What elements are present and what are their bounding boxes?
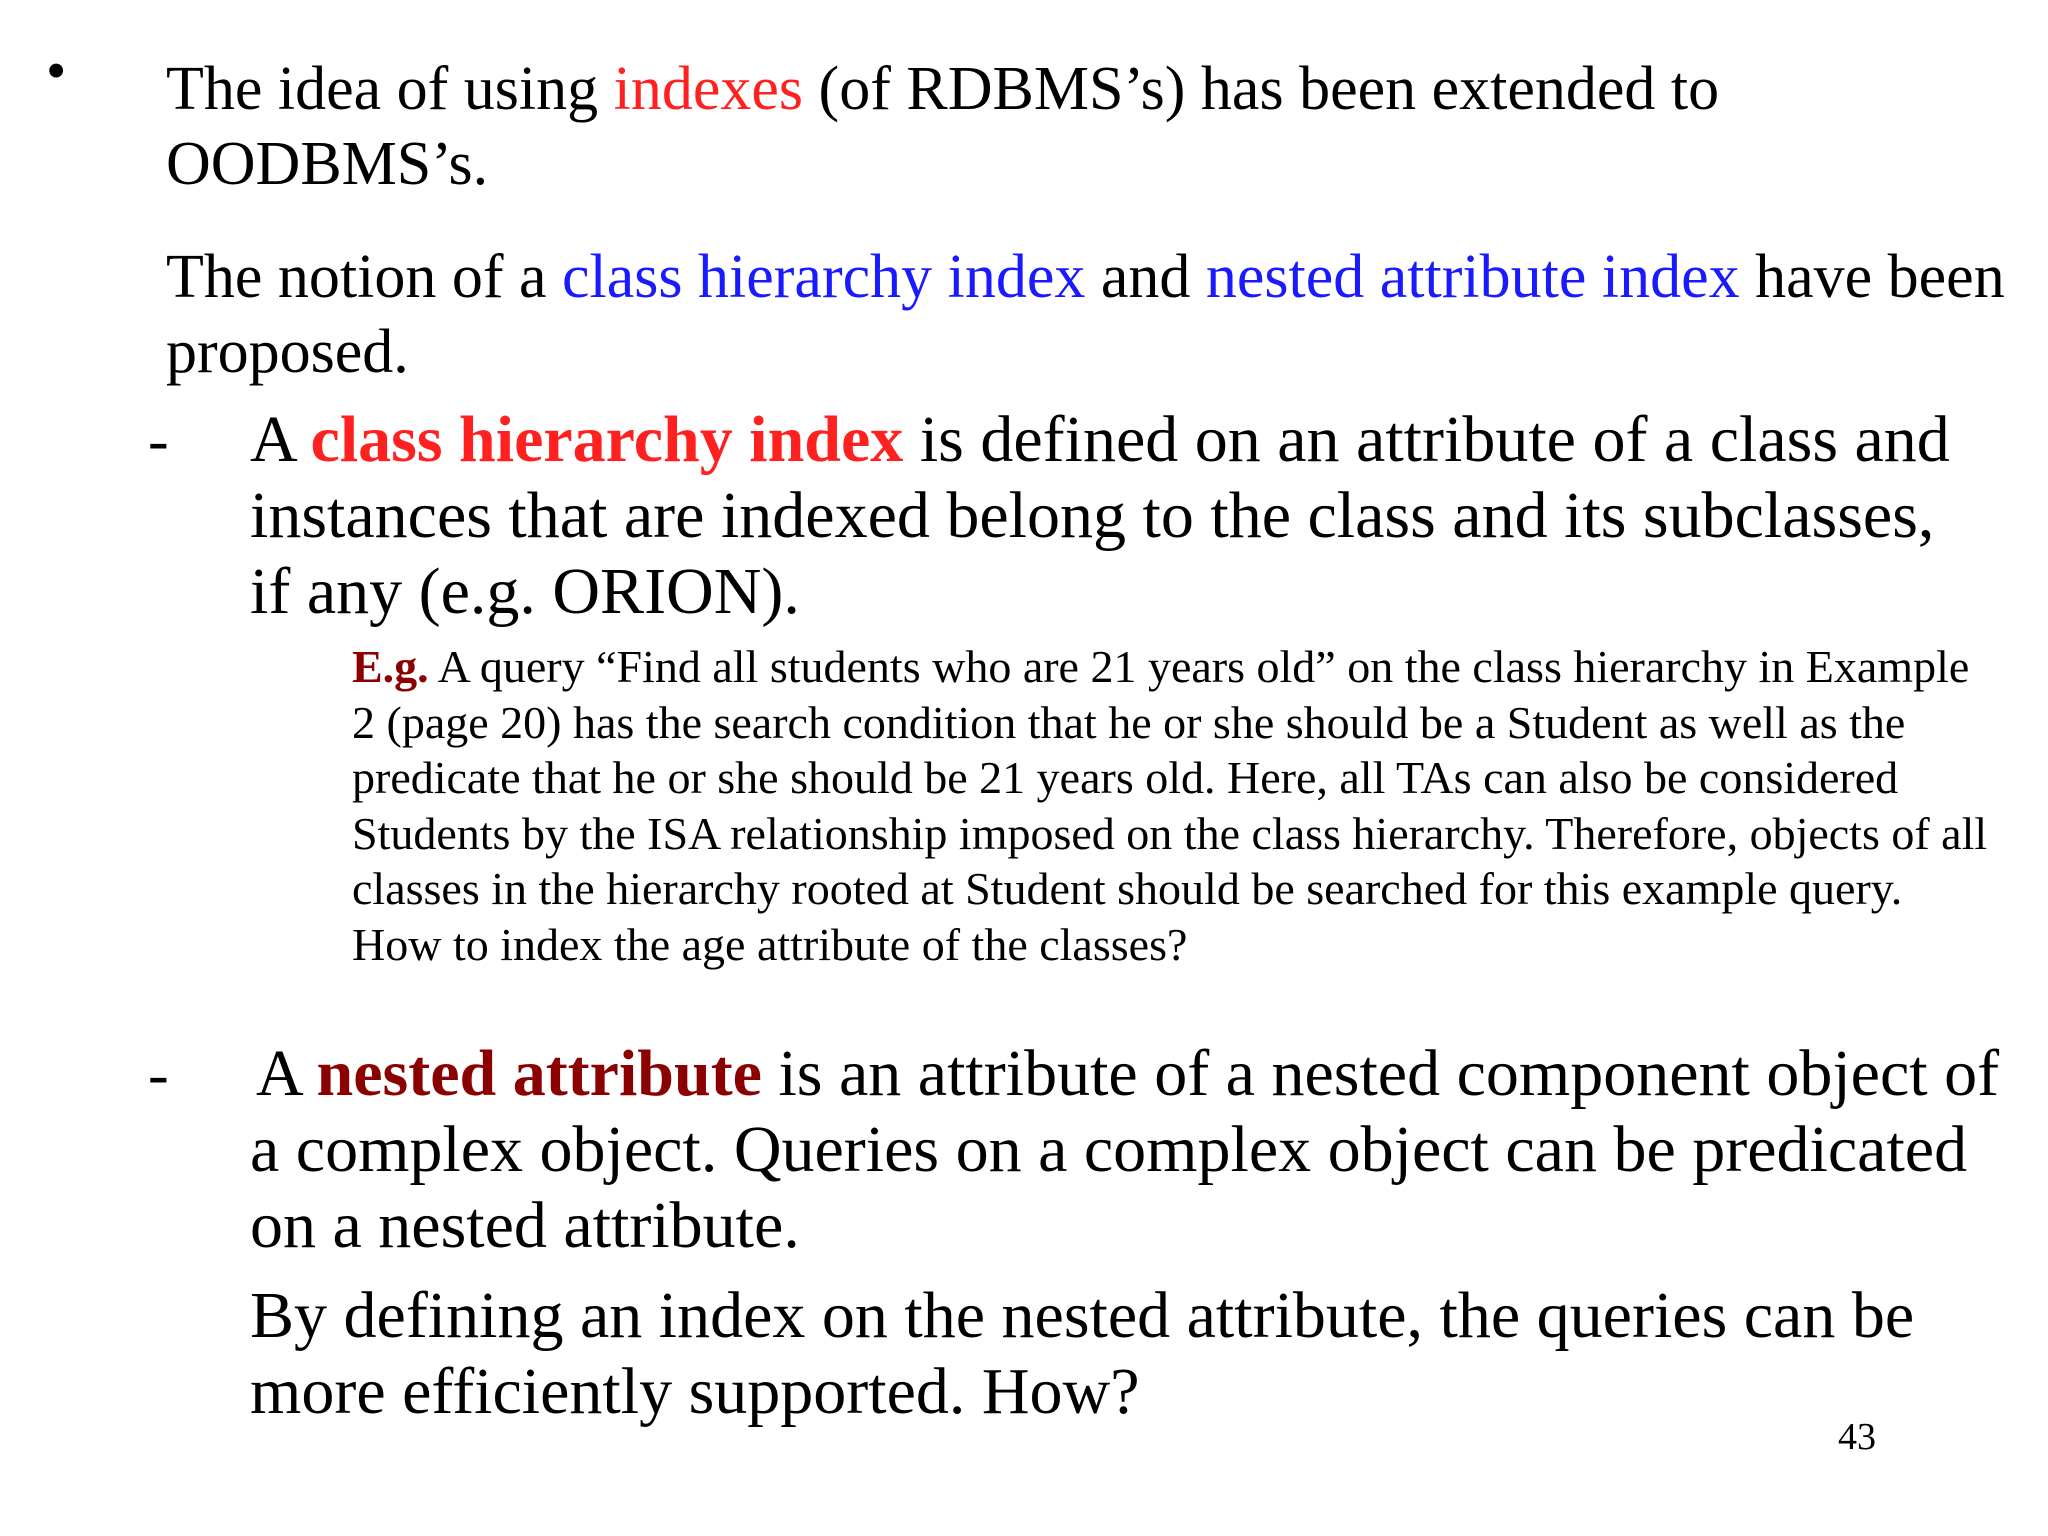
p2-text-start: The notion of a	[166, 243, 563, 311]
term-nested-attribute-index: nested attribute index	[1205, 243, 1740, 311]
p2-text-mid: and	[1085, 243, 1206, 311]
term-nested-attribute: nested attribute	[316, 1037, 762, 1110]
item2-text-start: A	[256, 1037, 317, 1110]
dash-marker-1: -	[148, 407, 169, 475]
page-number: 43	[1838, 1416, 1876, 1458]
item1-text-end: is defined on an attribute of a class and instances that are indexed belong to the class and its subclasses, if any (e.g. ORION).	[250, 403, 1950, 628]
item-nested-attribute	[250, 1036, 2010, 1264]
term-class-hierarchy-index-bold: class hierarchy index	[310, 403, 904, 476]
item-class-hierarchy-index	[250, 402, 1990, 630]
example-label: E.g.	[352, 641, 429, 692]
example-paragraph	[352, 639, 2002, 972]
term-class-hierarchy-index: class hierarchy index	[562, 243, 1086, 311]
dash-marker-2: -	[148, 1041, 169, 1109]
item1-text-start: A	[250, 403, 311, 476]
paragraph-index-notions	[166, 240, 2026, 390]
item2-text-end: is an attribute of a nested component object of a complex object. Queries on a complex object can be predicated on a nested attribute.	[250, 1037, 2000, 1262]
paragraph-indexes-extended	[166, 52, 2006, 202]
p1-text-end: (of RDBMS’s) has been extended to OODBMS’s.	[166, 55, 1720, 198]
item-nested-attribute-followup	[250, 1278, 1990, 1430]
term-indexes: indexes	[613, 55, 804, 123]
bullet-marker: •	[46, 38, 67, 103]
example-text: A query “Find all students who are 21 years old” on the class hierarchy in Example 2 (page 20) has the search condition that he or she should be a Student as well as the predicate that he or she should be 21 years old. Here, all TAs can also be considered Students by the ISA relationship imposed on the class hierarchy. Therefore, objects of all classes in the hierarchy rooted at Student should be searched for this example query. How to index the age attribute of the classes?	[352, 641, 1988, 970]
followup-text: By defining an index on the nested attribute, the queries can be more efficiently supported. How?	[250, 1279, 1915, 1428]
p2-text-end: have been proposed.	[166, 243, 2005, 386]
p1-text-start: The idea of using	[166, 55, 614, 123]
